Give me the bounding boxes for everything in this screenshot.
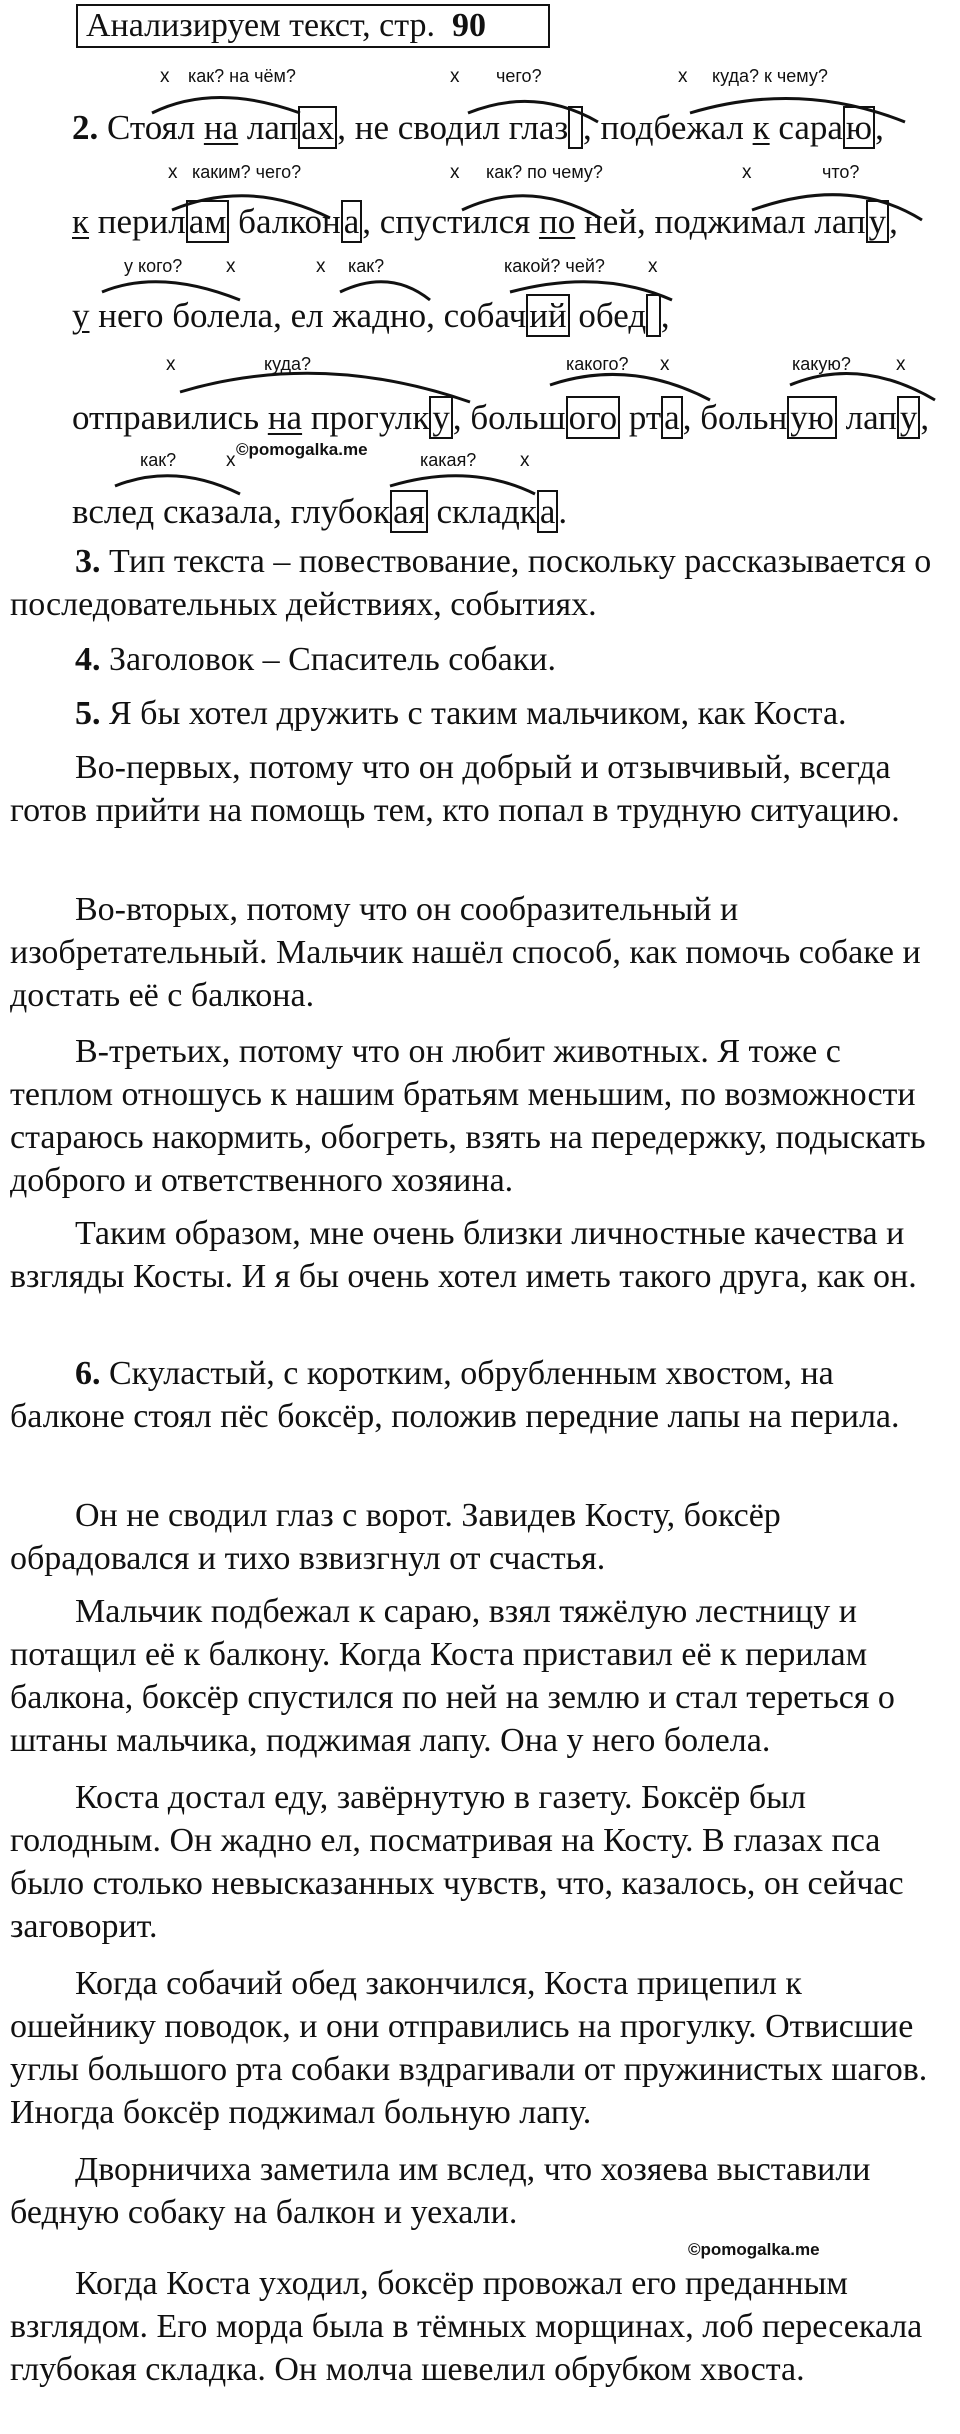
word-ending: у [429,396,453,439]
question-row2-1: каким? чего? [192,162,302,182]
analysis-row-2 [72,202,898,242]
word-preposition: у [72,296,90,335]
word-preposition: на [203,108,239,147]
punct: , [660,296,670,335]
paragraph-6f: Когда Коста уходил, боксёр провожал его преданным взглядом. Его морда была в тёмных морщинах, лоб пересекала глубокая складка. Он молча шевелил обрубком хвоста. [10,2265,923,2388]
question-row5-2: какая? [420,450,477,470]
paragraph-5 [10,692,950,735]
header-page-number: 90 [452,7,487,44]
task-number-6: 6. [75,1355,101,1392]
word-ending: у [866,200,890,243]
word: него болела, ел жадно, собач [98,296,527,335]
question-row3-1: у кого? [124,256,183,276]
x-mark: x [166,354,176,375]
page-header [76,4,550,48]
question-row4-3: какую? [792,354,851,374]
word-ending: а [537,490,559,533]
x-mark: x [168,162,178,183]
punct: , [920,398,930,437]
paragraph-text: Заголовок – Спаситель собаки. [109,641,556,678]
question-row5-1: как? [140,450,177,470]
word-preposition: по [538,202,576,241]
word-stem: вслед сказала, глубок [72,492,391,531]
word-stem: прогулк [310,398,430,437]
question-row2-2: как? по чему? [486,162,603,182]
word-stem: рт [628,398,662,437]
paragraph-text: Тип текста – повествование, поскольку рассказывается о последовательных действиях, событиях. [10,543,932,623]
x-mark: x [520,450,530,471]
paragraph-6d: Когда собачий обед закончился, Коста прицепил к ошейнику поводок, и они отправились на прогулку. Отвисшие углы большого рта собаки вздрагивали от пружинистых шагов. Иногда боксёр поджимал больную лапу. [10,1965,928,2131]
paragraph-6a: Он не сводил глаз с ворот. Завидев Косту, боксёр обрадовался и тихо взвизгнул от счастья. [10,1497,781,1577]
word-ending: ая [390,490,428,533]
question-row4-2: какого? [566,354,629,374]
analysis-row-1 [72,108,884,148]
x-mark: x [226,450,236,471]
word-stem: перил [97,202,186,241]
question-row4-1: куда? [264,354,312,374]
x-mark: x [742,162,752,183]
paragraph-5d: Таким образом, мне очень близки личностные качества и взгляды Косты. И я бы очень хотел иметь такого друга, как он. [10,1215,917,1295]
word-ending: ам [186,200,230,243]
x-mark: x [896,354,906,375]
word-preposition: к [72,202,90,241]
word-stem: лап [845,398,897,437]
analysis-row-4 [72,398,929,438]
word-ending: а [661,396,683,439]
x-mark: x [648,256,658,277]
watermark: ©pomogalka.me [236,440,368,459]
word-ending-empty [568,106,583,149]
word-ending: у [897,396,921,439]
x-mark: x [316,256,326,277]
word-ending-empty [646,294,661,337]
watermark: ©pomogalka.me [688,2240,820,2259]
paragraph-6e: Дворничиха заметила им вслед, что хозяева выставили бедную собаку на балкон и уехали. [10,2151,871,2231]
word: ней, поджимал лап [583,202,866,241]
word-stem: , больн [682,398,788,437]
word-ending: а [341,200,363,243]
header-label: Анализируем текст, стр. [86,7,436,44]
word: , спустился [362,202,531,241]
x-mark: x [660,354,670,375]
word-stem: лап [246,108,299,147]
word-stem: балкон [238,202,341,241]
x-mark: x [450,162,460,183]
paragraph-6b: Мальчик подбежал к сараю, взял тяжёлую лестницу и потащил её к балкону. Когда Коста приставил её к перилам балкона, боксёр спустился по ней на землю и стал тереться о штаны мальчика, поджимая лапу. Она у него болела. [10,1593,895,1759]
paragraph-text: Скуластый, с коротким, обрубленным хвостом, на балконе стоял пёс боксёр, положив передние лапы на перила. [10,1355,900,1435]
task-number-2: 2. [72,108,99,147]
task-number-4: 4. [75,641,101,678]
paragraph-6c: Коста достал еду, завёрнутую в газету. Боксёр был голодным. Он жадно ел, посматривая на Косту. В глазах пса было столько невысказанных чувств, что, казалось, он сейчас заговорит. [10,1779,904,1945]
paragraph-5b: Во-вторых, потому что он сообразительный и изобретательный. Мальчик нашёл способ, как помочь собаке и достать её с балкона. [10,891,921,1014]
analysis-row-5 [72,492,567,532]
paragraph-text: Я бы хотел дружить с таким мальчиком, как Коста. [109,695,847,732]
punct: , [889,202,898,241]
word-stem: , больш [452,398,566,437]
word-stem: сара [778,108,843,147]
word-ending: ого [566,396,620,439]
word-ending: ую [787,396,837,439]
task-number-5: 5. [75,695,101,732]
word-preposition: на [267,398,303,437]
word: обед [578,296,647,335]
paragraph-5c: В-третьих, потому что он любит животных. Я тоже с теплом отношусь к нашим братьям меньшим, по возможности стараюсь накормить, обогреть, взять на передержку, подыскать доброго и ответственного хозяина. [10,1033,926,1199]
word-stem: складк [436,492,537,531]
question-row1-2: чего? [496,66,542,86]
x-mark: x [160,66,170,87]
task-number-3: 3. [75,543,101,580]
x-mark: x [450,66,460,87]
word: , не сводил глаз [337,108,569,147]
x-mark: x [226,256,236,277]
word: Стоял [107,108,196,147]
word-preposition: к [752,108,770,147]
question-row2-3: что? [822,162,860,182]
question-row1-1: как? на чём? [188,66,296,86]
word-ending: ах [298,106,337,149]
paragraph-5a: Во-первых, потому что он добрый и отзывчивый, всегда готов прийти на помощь тем, кто попал в трудную ситуацию. [10,749,900,829]
word: отправились [72,398,260,437]
question-row1-3: куда? к чему? [712,66,828,86]
x-mark: x [678,66,688,87]
question-row3-3: какой? чей? [504,256,605,276]
paragraph-6 [10,1352,950,1438]
paragraph-3 [10,540,950,626]
word-ending: ю [843,106,875,149]
word-ending: ий [526,294,569,337]
punct: . [558,492,568,531]
analysis-row-3 [72,296,670,336]
word: , подбежал [582,108,744,147]
paragraph-4 [10,638,950,681]
punct: , [875,108,884,147]
question-row3-2: как? [348,256,385,276]
